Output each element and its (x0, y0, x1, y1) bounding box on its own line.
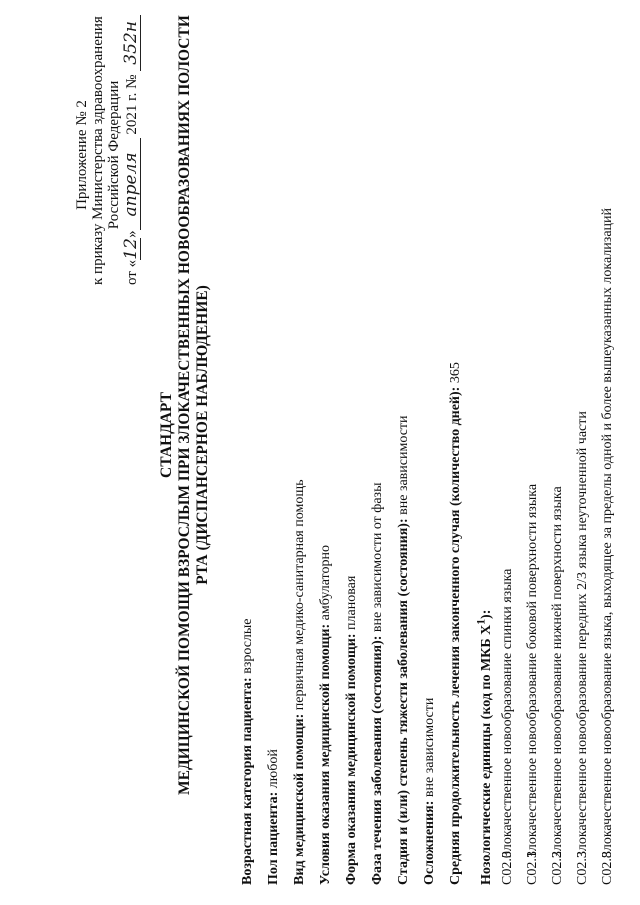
title-line-main: МЕДИЦИНСКОЙ ПОМОЩИ ВЗРОСЛЫМ ПРИ ЗЛОКАЧЕСТВЕННЫХ НОВООБРАЗОВАНИЯХ ПОЛОСТИ (176, 15, 193, 795)
date-prefix: от « (124, 259, 140, 285)
icd-name: Злокачественное новообразование боковой поверхности языка (525, 483, 540, 858)
icd-name: Злокачественное новообразование языка, выходящее за пределы одной и более вышеуказанных локализаций (600, 207, 615, 858)
icd-code-row (600, 5, 625, 885)
icd-code-row (550, 5, 575, 885)
field-value: вне зависимости (422, 697, 437, 801)
field-care-conditions (318, 5, 344, 885)
icd-code: C02.1 (525, 851, 540, 885)
icd-name: Злокачественное новообразование спинки языка (500, 568, 515, 858)
field-label: Возрастная категория пациента: (240, 677, 255, 885)
field-disease-phase (370, 5, 396, 885)
icd-name: Злокачественное новообразование нижней поверхности языка (550, 486, 565, 858)
field-label: Форма оказания медицинской помощи: (344, 633, 359, 885)
field-disease-stage (396, 5, 422, 885)
document-title (158, 15, 212, 795)
standard-fields (240, 5, 625, 885)
field-label: Условия оказания медицинской помощи: (318, 623, 333, 885)
appendix-order-line: к приказу Министерства здравоохранения (90, 16, 106, 285)
icd-code-row (525, 5, 550, 885)
field-nosology (474, 5, 500, 885)
field-care-form (344, 5, 370, 885)
handwritten-month: апреля (121, 152, 141, 217)
date-year: 2021 г. № (124, 74, 140, 135)
date-mid: » (124, 230, 140, 238)
field-label: Фаза течения заболевания (состояния): (370, 635, 385, 885)
appendix-ministry-line: Российской Федерации (106, 80, 122, 230)
field-complications (422, 5, 448, 885)
field-label: Стадия и (или) степень тяжести заболевания (состояния): (396, 518, 411, 885)
field-value: первичная медико-санитарная помощь (292, 479, 307, 714)
field-value: любой (266, 749, 281, 792)
field-care-type (292, 5, 318, 885)
field-sex (266, 5, 292, 885)
icd-code: C02.0 (500, 851, 515, 885)
appendix-date-line (121, 21, 141, 285)
appendix-number: Приложение № 2 (74, 100, 90, 210)
handwritten-order-number: 352н (121, 21, 141, 65)
field-value: взрослые (240, 618, 255, 678)
title-standard: СТАНДАРТ (158, 392, 175, 478)
field-treatment-duration (448, 5, 474, 885)
icd-code-row (500, 5, 525, 885)
field-label: Осложнения: (422, 800, 437, 885)
handwritten-day: 12 (121, 238, 141, 260)
icd-name: Злокачественное новообразование передних 2/3 языка неуточненной части (575, 411, 590, 858)
nosology-label: Нозологические единицы (код по МКБ $X^1$): (474, 609, 494, 885)
icd-code-list (500, 5, 625, 885)
icd-code: C02.8 (600, 851, 615, 885)
field-value: вне зависимости (396, 415, 411, 519)
appendix-header (74, 16, 141, 285)
field-value: вне зависимости от фазы (370, 482, 385, 636)
field-value: амбулаторно (318, 545, 333, 624)
field-age-category (240, 5, 266, 885)
icd-code: C02.3 (575, 851, 590, 885)
icd-code-row (575, 5, 600, 885)
field-label: Средняя продолжительность лечения законченного случая (количество дней): (448, 386, 463, 885)
footnote-marker: 1 (474, 618, 487, 625)
icd-code: C02.2 (550, 851, 565, 885)
field-value: 365 (448, 362, 463, 387)
title-line-sub: РТА (ДИСПАНСЕРНОЕ НАБЛЮДЕНИЕ) (194, 285, 211, 585)
field-label: Вид медицинской помощи: (292, 713, 307, 885)
field-value: плановая (344, 575, 359, 634)
field-label: Пол пациента: (266, 791, 281, 885)
